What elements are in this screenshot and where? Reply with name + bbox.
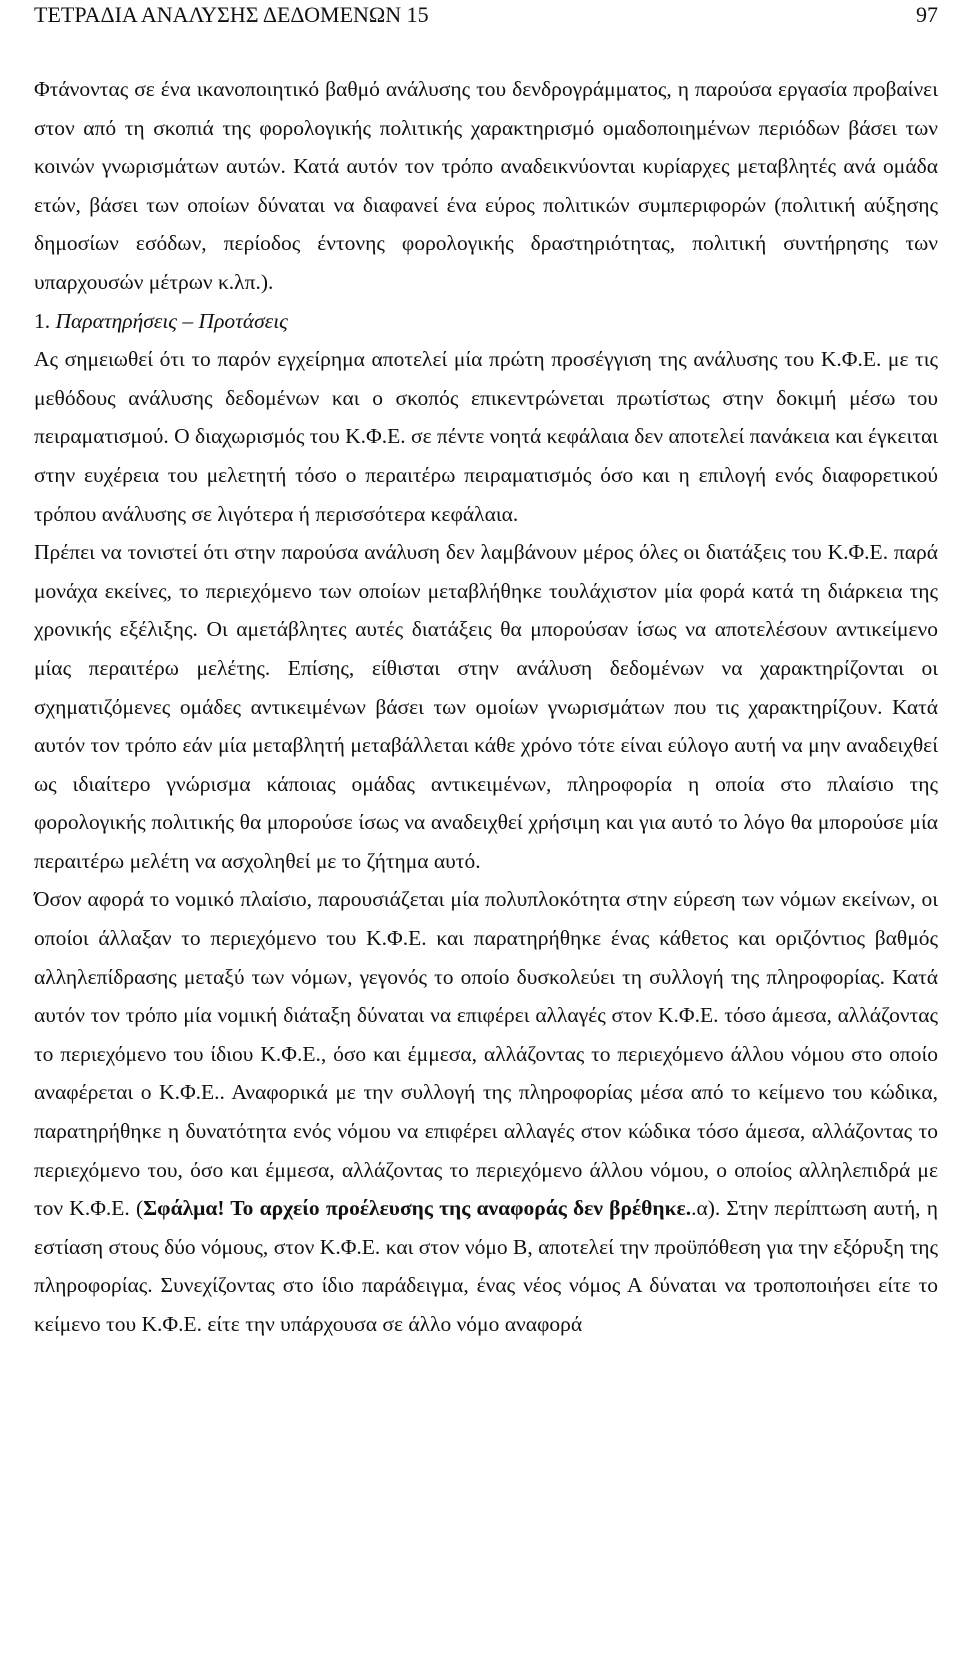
paragraph-first-approach: Ας σημειωθεί ότι το παρόν εγχείρημα αποτελεί μία πρώτη προσέγγιση της ανάλυσης του Κ.Φ.Ε. με τις μεθόδους ανάλυσης δεδομένων και ο σκοπός επικεντρώνεται πρωτίστως στην δοκιμή μέσω του πειραματισμού. Ο διαχωρισμός του Κ.Φ.Ε. σε πέντε νοητά κεφάλαια δεν αποτελεί πανάκεια και έγκειται στην ευχέρεια του μελετητή τόσο ο περαιτέρω πειραματισμός όσο και η επιλογή ενός διαφορετικού τρόπου ανάλυσης σε λιγότερα ή περισσότερα κεφάλαια.: [34, 347, 939, 526]
paragraph-legal-framework: [34, 880, 938, 1343]
section-title: Παρατηρήσεις – Προτάσεις: [55, 308, 288, 333]
legal-framework-continuation: .α). Στην περίπτωση αυτή, η εστίαση στους δύο νόμους, στον Κ.Φ.Ε. και στον νόμο Β, αποτελεί την προϋπόθεση για την εξόρυξη της πληροφορίας. Συνεχίζοντας στο ίδιο παράδειγμα, ένας νέος νόμος Α δύναται να τροποποιήσει είτε το κείμενο του Κ.Φ.Ε. είτε την υπάρχουσα σε άλλο νόμο αναφορά: [34, 1196, 938, 1336]
page-header: [34, 0, 938, 30]
reference-error-message: Σφάλμα! Το αρχείο προέλευσης της αναφοράς δεν βρέθηκε.: [143, 1196, 692, 1221]
section-heading: [34, 302, 938, 341]
legal-framework-text: Όσον αφορά το νομικό πλαίσιο, παρουσιάζεται μία πολυπλοκότητα στην εύρεση των νόμων εκείνων, οι οποίοι άλλαξαν το περιεχόμενο του Κ.Φ.Ε. και παρατηρήθηκε ένας κάθετος και οριζόντιος βαθμός αλληλεπίδρασης μεταξύ των νόμων, γεγονός το οποίο δυσκολεύει τη συλλογή της πληροφορίας. Κατά αυτόν τον τρόπο μία νομική διάταξη δύναται να επιφέρει αλλαγές στον Κ.Φ.Ε. τόσο άμεσα, αλλάζοντας το περιεχόμενο του ίδιου Κ.Φ.Ε., όσο και έμμεσα, αλλάζοντας το περιεχόμενο άλλου νόμου στο οποίο αναφέρεται ο Κ.Φ.Ε.. Αναφορικά με την συλλογή της πληροφορίας μέσα από το κείμενο του κώδικα, παρατηρήθηκε η δυνατότητα ενός νόμου να επιφέρει αλλαγές στον κώδικα τόσο άμεσα, αλλάζοντας το περιεχόμενο του, όσο και έμμεσα, αλλάζοντας το περιεχόμενο άλλου νόμου, ο οποίος αλληλεπιδρά με τον Κ.Φ.Ε. (: [34, 887, 938, 1221]
page-number: 97: [916, 2, 938, 27]
paragraph-unchanged-provisions: Πρέπει να τονιστεί ότι στην παρούσα ανάλυση δεν λαμβάνουν μέρος όλες οι διατάξεις του Κ.Φ.Ε. παρά μονάχα εκείνες, το περιεχόμενο των οποίων μεταβλήθηκε τουλάχιστον μία φορά κατά τη διάρκεια της χρονικής εξέλιξης. Οι αμετάβλητες αυτές διατάξεις θα μπορούσαν ίσως να αποτελέσουν αντικείμενο μίας περαιτέρω μελέτης. Επίσης, είθισται στην ανάλυση δεδομένων να χαρακτηρίζονται οι σχηματιζόμενες ομάδες αντικειμένων βάσει των ομοίων γνωρισμάτων που τις χαρακτηρίζουν. Κατά αυτόν τον τρόπο εάν μία μεταβλητή μεταβάλλεται κάθε χρόνο τότε είναι εύλογο αυτή να μην αναδειχθεί ως ιδιαίτερο γνώρισμα κάποιας ομάδας αντικειμένων, πληροφορία η οποία στο πλαίσιο της φορολογικής πολιτικής θα μπορούσε ίσως να αναδειχθεί χρήσιμη και για αυτό το λόγο θα μπορούσε μία περαιτέρω μελέτη να ασχοληθεί με το ζήτημα αυτό.: [34, 540, 938, 873]
body-text: [34, 70, 938, 1344]
section-number: 1.: [34, 308, 51, 333]
paragraph-dendrogram-analysis: Φτάνοντας σε ένα ικανοποιητικό βαθμό ανάλυσης του δενδρογράμματος, η παρούσα εργασία προβαίνει στον από τη σκοπιά της φορολογικής πολιτικής χαρακτηρισμό ομαδοποιημένων περιόδων βάσει των κοινών γνωρισμάτων αυτών. Κατά αυτόν τον τρόπο αναδεικνύονται κυρίαρχες μεταβλητές ανά ομάδα ετών, βάσει των οποίων δύναται να διαφανεί ένα εύρος πολιτικών συμπεριφορών (πολιτική αύξησης δημοσίων εσόδων, περίοδος έντονης φορολογικής δραστηριότητας, πολιτική συντήρησης των υπαρχουσών μέτρων κ.λπ.).: [34, 77, 938, 294]
running-title: ΤΕΤΡΑΔΙΑ ΑΝΑΛΥΣΗΣ ΔΕΔΟΜΕΝΩΝ 15: [34, 2, 429, 27]
